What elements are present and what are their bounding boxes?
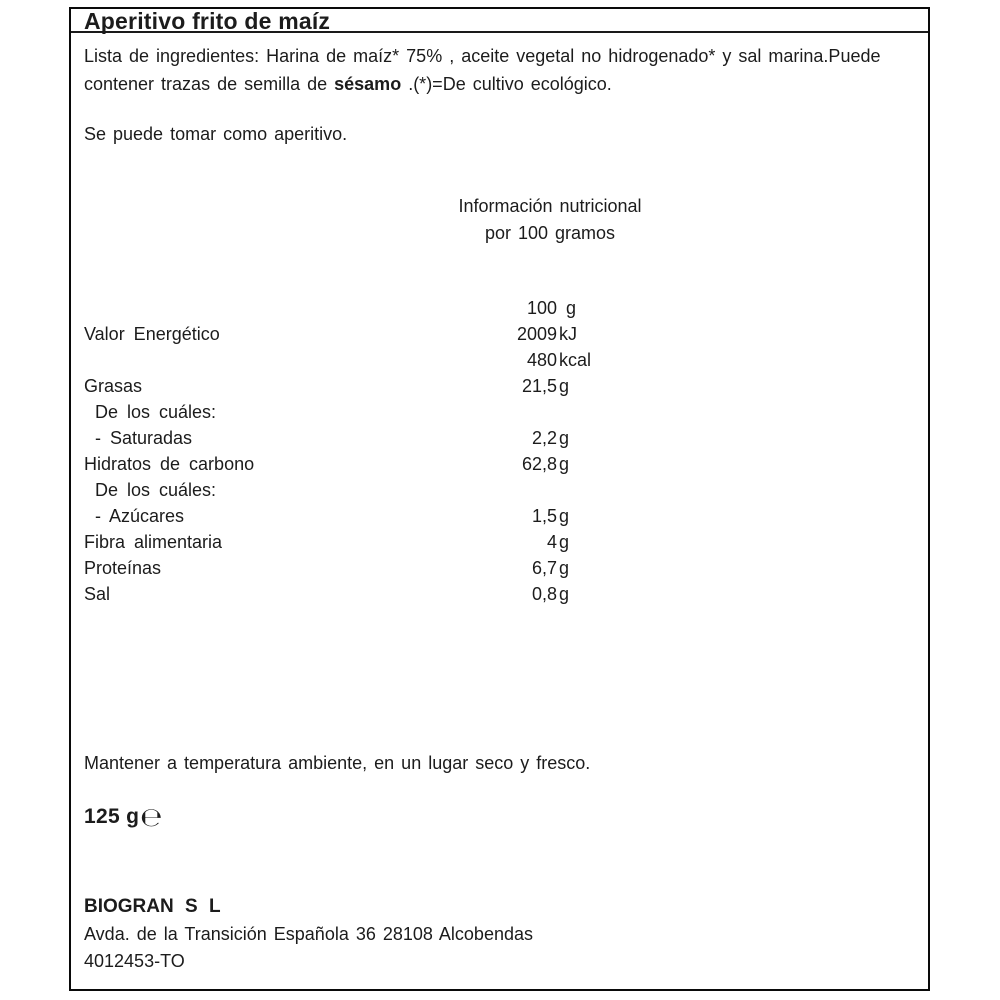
nutrition-amount: 2,2 — [531, 428, 557, 448]
nutrition-label: - Azúcares — [95, 506, 185, 526]
nutrition-row — [71, 584, 928, 610]
nutrition-amount: 480 — [526, 350, 557, 370]
nutrition-row — [71, 350, 928, 376]
nutrition-table — [71, 298, 928, 610]
net-weight — [84, 803, 163, 833]
allergen-emphasis: sésamo — [334, 73, 402, 94]
nutrition-unit: g — [559, 454, 570, 474]
nutrition-label: De los cuáles: — [95, 402, 217, 422]
nutrition-label: Fibra alimentaria — [84, 532, 223, 552]
nutrition-row — [71, 506, 928, 532]
serving-suggestion: Se puede tomar como aperitivo. — [84, 124, 348, 144]
nutrition-label: Valor Energético — [84, 324, 220, 344]
nutrition-unit: g — [559, 584, 570, 604]
manufacturer-name: BIOGRAN S L — [84, 896, 221, 917]
nutrition-amount: 6,7 — [531, 558, 557, 578]
title-row — [71, 9, 928, 33]
nutrition-label: Grasas — [84, 376, 143, 396]
product-label — [69, 7, 930, 991]
nutrition-heading — [250, 193, 850, 247]
nutrition-label: Hidratos de carbono — [84, 454, 255, 474]
nutrition-amount: 62,8 — [521, 454, 557, 474]
nutrition-amount: 4 — [546, 532, 557, 552]
ingredients-text — [84, 43, 916, 98]
nutrition-row — [71, 480, 928, 506]
net-weight-value: 125 g — [84, 805, 140, 828]
product-code: 4012453-TO — [84, 951, 185, 971]
nutrition-unit: g — [559, 428, 570, 448]
nutrition-unit: kcal — [559, 350, 592, 370]
nutrition-row — [71, 532, 928, 558]
nutrition-amount: 2009 — [516, 324, 557, 344]
nutrition-unit: g — [559, 558, 570, 578]
ingredients-part2: .(*)=De cultivo ecológico. — [401, 73, 612, 94]
nutrition-unit: g — [566, 298, 577, 318]
manufacturer-address: Avda. de la Transición Española 36 28108 Alcobendas — [84, 923, 533, 944]
nutrition-row — [71, 454, 928, 480]
nutrition-amount: 100 — [526, 298, 557, 318]
nutrition-unit: g — [559, 532, 570, 552]
nutrition-row — [71, 558, 928, 584]
nutrition-row — [71, 428, 928, 454]
nutrition-label: Sal — [84, 584, 111, 604]
nutrition-amount: 21,5 — [521, 376, 557, 396]
storage-instructions: Mantener a temperatura ambiente, en un lugar seco y fresco. — [84, 753, 591, 773]
nutrition-label: - Saturadas — [95, 428, 193, 448]
nutrition-heading-line2: por 100 gramos — [484, 223, 616, 243]
nutrition-row — [71, 402, 928, 428]
nutrition-unit: g — [559, 376, 570, 396]
manufacturer-block — [84, 893, 533, 976]
nutrition-heading-line1: Información nutricional — [458, 196, 642, 216]
nutrition-amount: 1,5 — [531, 506, 557, 526]
nutrition-row — [71, 376, 928, 402]
nutrition-unit: g — [559, 506, 570, 526]
nutrition-row — [71, 324, 928, 350]
page-title: Aperitivo frito de maíz — [84, 8, 331, 34]
nutrition-amount: 0,8 — [531, 584, 557, 604]
nutrition-label: De los cuáles: — [95, 480, 217, 500]
nutrition-unit: kJ — [559, 324, 577, 344]
nutrition-label: Proteínas — [84, 558, 162, 578]
estimated-sign: ℮ — [140, 803, 163, 833]
ingredients-part1: Lista de ingredientes: Harina de maíz* 75% , aceite vegetal no hidrogenado* y sal marina.Puede contener trazas de semilla de — [84, 46, 881, 94]
nutrition-row — [71, 298, 928, 324]
